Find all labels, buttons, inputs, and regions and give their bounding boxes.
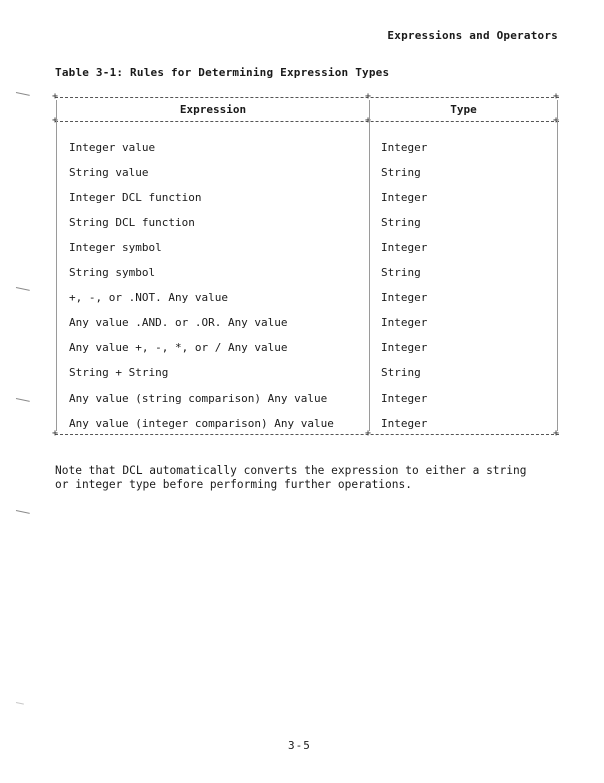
table-row	[0, 191, 604, 216]
expression-cell: Any value (integer comparison) Any value	[69, 417, 334, 430]
expression-cell: Integer DCL function	[69, 191, 202, 204]
expression-cell: +, -, or .NOT. Any value	[69, 291, 228, 304]
type-cell: Integer	[381, 191, 428, 204]
table-row	[0, 266, 604, 291]
expression-cell: Any value (string comparison) Any value	[69, 392, 328, 405]
table-corner-mark: +	[365, 115, 372, 126]
expression-cell: String value	[69, 166, 149, 179]
table-row	[0, 316, 604, 341]
table-row	[0, 366, 604, 391]
type-cell: String	[381, 366, 421, 379]
table-header-border	[55, 121, 559, 122]
page-number: 3-5	[288, 739, 311, 752]
expression-cell: Integer value	[69, 141, 156, 154]
type-cell: Integer	[381, 291, 428, 304]
table-row	[0, 341, 604, 366]
expression-cell: String + String	[69, 366, 169, 379]
type-cell: Integer	[381, 241, 428, 254]
type-cell: String	[381, 216, 421, 229]
margin-mark	[16, 92, 30, 96]
table-corner-mark: +	[52, 428, 59, 439]
type-cell: Integer	[381, 316, 428, 329]
table-row	[0, 216, 604, 241]
type-cell: Integer	[381, 417, 428, 430]
table-top-border	[55, 97, 559, 98]
expression-cell: Any value +, -, *, or / Any value	[69, 341, 288, 354]
type-cell: String	[381, 166, 421, 179]
table-corner-mark: +	[365, 428, 372, 439]
table-corner-mark: +	[52, 91, 59, 102]
expression-cell: String DCL function	[69, 216, 195, 229]
table-row	[0, 241, 604, 266]
expression-cell: String symbol	[69, 266, 156, 279]
column-header-expression: Expression	[179, 103, 247, 116]
type-cell: Integer	[381, 141, 428, 154]
note-paragraph: Note that DCL automatically converts the expression to either a string or integer type before performing further operations.	[55, 464, 527, 491]
table-caption: Table 3-1: Rules for Determining Expression Types	[55, 66, 390, 79]
table-row	[0, 141, 604, 166]
type-cell: Integer	[381, 392, 428, 405]
table-corner-mark: +	[553, 428, 560, 439]
margin-mark	[16, 510, 30, 514]
table-corner-mark: +	[553, 91, 560, 102]
table-row	[0, 166, 604, 191]
type-cell: String	[381, 266, 421, 279]
table-row	[0, 392, 604, 417]
expression-cell: Integer symbol	[69, 241, 162, 254]
table-row	[0, 417, 604, 442]
column-header-type: Type	[450, 103, 477, 116]
type-cell: Integer	[381, 341, 428, 354]
running-header: Expressions and Operators	[387, 29, 558, 42]
table-corner-mark: +	[365, 91, 372, 102]
margin-mark	[16, 702, 24, 705]
table-corner-mark: +	[52, 115, 59, 126]
table-row	[0, 291, 604, 316]
table-corner-mark: +	[553, 115, 560, 126]
expression-cell: Any value .AND. or .OR. Any value	[69, 316, 288, 329]
